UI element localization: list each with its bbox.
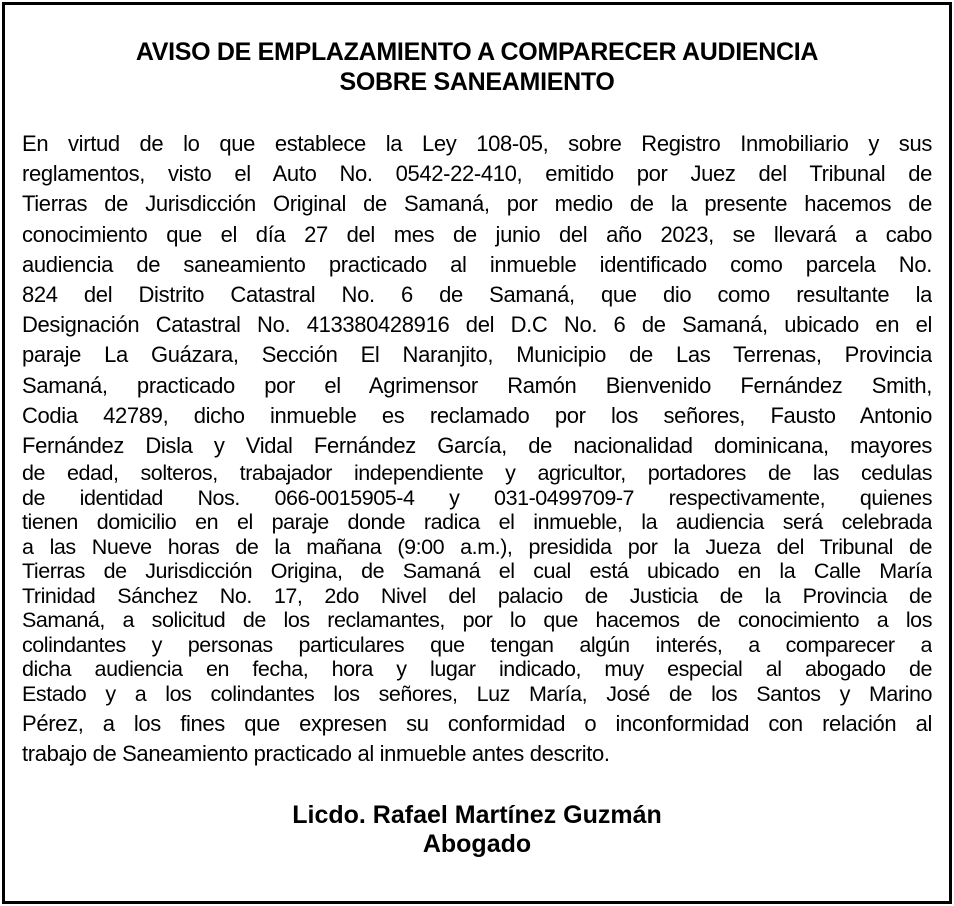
body-line: a las Nueve horas de la mañana (9:00 a.m.), presidida por la Jueza del Tribunal de <box>22 534 932 559</box>
body-line: Estado y a los colindantes los señores, Luz María, José de los Santos y Marino <box>22 681 932 706</box>
body-line: tienen domicilio en el paraje donde radica el inmueble, la audiencia será celebrada <box>22 510 932 535</box>
body-line: Tierras de Jurisdicción Original de Samaná, por medio de la presente hacemos de <box>22 191 932 217</box>
body-line: conocimiento que el día 27 del mes de junio del año 2023, se llevará a cabo <box>22 221 932 247</box>
title-line-2: SOBRE SANEAMIENTO <box>339 68 615 96</box>
body-line: de identidad Nos. 066-0015905-4 y 031-0499709-7 respectivamente, quienes <box>22 485 932 510</box>
signature-name: Licdo. Rafael Martínez Guzmán <box>292 801 662 829</box>
body-line: dicha audiencia en fecha, hora y lugar indicado, muy especial al abogado de <box>22 657 932 682</box>
body-line: Samaná, a solicitud de los reclamantes, por lo que hacemos de conocimiento a los <box>22 608 932 633</box>
body-line: colindantes y personas particulares que tengan algún interés, a comparecer a <box>22 632 932 657</box>
title-line-1: AVISO DE EMPLAZAMIENTO A COMPARECER AUDIENCIA <box>135 38 819 66</box>
body-line: audiencia de saneamiento practicado al inmueble identificado como parcela No. <box>22 251 932 277</box>
notice-body <box>22 129 932 769</box>
body-line: paraje La Guázara, Sección El Naranjito, Municipio de Las Terrenas, Provincia <box>22 342 932 368</box>
body-line: Pérez, a los fines que expresen su conformidad o inconformidad con relación al <box>22 711 932 737</box>
body-line: de edad, solteros, trabajador independiente y agricultor, portadores de las cedulas <box>22 461 932 486</box>
body-line: En virtud de lo que establece la Ley 108-05, sobre Registro Inmobiliario y sus <box>22 131 932 156</box>
body-line: Tierras de Jurisdicción Origina, de Samaná el cual está ubicado en la Calle María <box>22 559 932 584</box>
body-line: Trinidad Sánchez No. 17, 2do Nivel del palacio de Justicia de la Provincia de <box>22 583 932 608</box>
signature-role: Abogado <box>422 830 532 858</box>
notice-title <box>15 37 939 97</box>
body-line: Samaná, practicado por el Agrimensor Ramón Bienvenido Fernández Smith, <box>22 372 932 398</box>
body-line: Codia 42789, dicho inmueble es reclamado por los señores, Fausto Antonio <box>22 402 932 428</box>
body-line: Designación Catastral No. 413380428916 del D.C No. 6 de Samaná, ubicado en el <box>22 312 932 338</box>
body-line: trabajo de Saneamiento practicado al inmueble antes descrito. <box>22 741 610 767</box>
signature-block <box>15 801 939 859</box>
legal-notice <box>2 2 952 904</box>
body-line: reglamentos, visto el Auto No. 0542-22-410, emitido por Juez del Tribunal de <box>22 161 932 187</box>
body-line: 824 del Distrito Catastral No. 6 de Samaná, que dio como resultante la <box>22 281 932 307</box>
body-line: Fernández Disla y Vidal Fernández García, de nacionalidad dominicana, mayores <box>22 432 932 458</box>
